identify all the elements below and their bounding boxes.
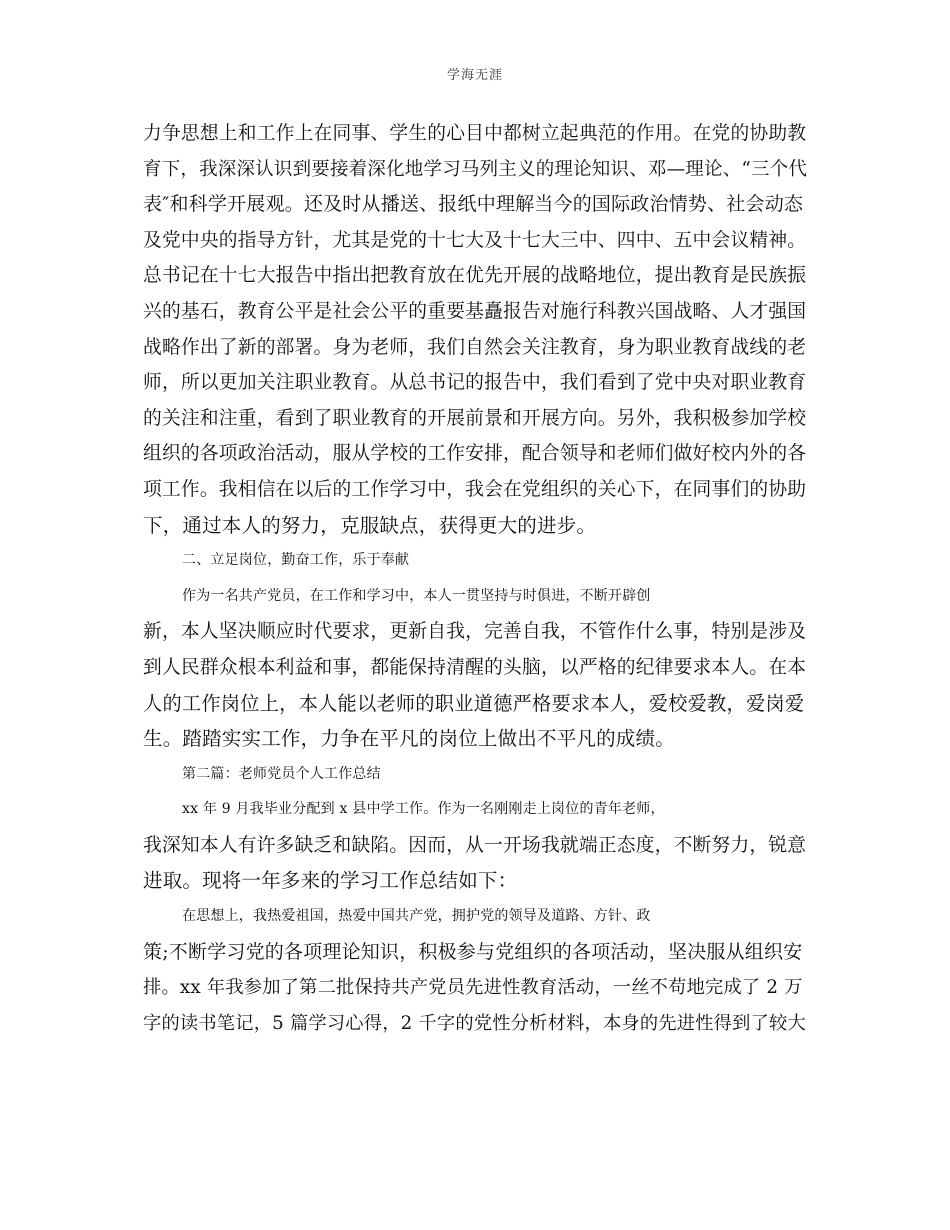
text-line: 人的工作岗位上，本人能以老师的职业道德严格要求本人，爱校爱教，爱岗爱 xyxy=(143,691,805,715)
text-line: 到人民群众根本利益和事，都能保持清醒的头脑，以严格的纪律要求本人。在本 xyxy=(143,656,807,678)
text-line: 策;不断学习党的各项理论知识，积极参与党组织的各项活动，坚决服从组织安 xyxy=(143,940,803,963)
text-line: 二、立足岗位，勤奋工作，乐于奉献 xyxy=(182,552,410,569)
text-line: 的关注和注重，看到了职业教育的开展前景和开展方向。另外，我积极参加学校 xyxy=(143,407,807,429)
text-line: 育下，我深深认识到要接着深化地学习马列主义的理论知识、邓—理论、“三个代 xyxy=(143,158,808,180)
text-line: 进取。现将一年多来的学习工作总结如下： xyxy=(143,869,518,893)
document-body xyxy=(143,116,807,1041)
text-line: 力争思想上和工作上在同事、学生的心目中都树立起典范的作用。在党的协助教 xyxy=(143,123,807,144)
text-line: 组织的各项政治活动，服从学校的工作安排，配合领导和老师们做好校内外的各 xyxy=(143,443,807,465)
text-line: 战略作出了新的部署。身为老师，我们自然会关注教育，身为职业教育战线的老 xyxy=(143,336,807,358)
text-line: 字的读书笔记，5 篇学习心得，2 千字的党性分析材料，本身的先进性得到了较大 xyxy=(143,1012,806,1034)
text-line: 下，通过本人的努力，克服缺点，获得更大的进步。 xyxy=(143,513,597,537)
text-line: 作为一名共产党员，在工作和学习中，本人一贯坚持与时俱进，不断开辟创 xyxy=(182,587,651,604)
text-line: 及党中央的指导方针，尤其是党的十七大及十七大三中、四中、五中会议精神。 xyxy=(143,229,807,251)
text-line: 项工作。我相信在以后的工作学习中，我会在党组织的关心下，在同事们的协助 xyxy=(143,478,807,500)
text-line: 新，本人坚决顺应时代要求，更新自我，完善自我，不管作什么事，特别是涉及 xyxy=(143,621,807,643)
text-line: 总书记在十七大报告中指出把教育放在优先开展的战略地位，提出教育是民族振 xyxy=(143,265,807,287)
text-line: 第二篇：老师党员个人工作总结 xyxy=(182,765,381,782)
text-line: 排。xx 年我参加了第二批保持共产党员先进性教育活动，一丝不苟地完成了 2 万 xyxy=(143,977,803,999)
text-line: 生。踏踏实实工作，力争在平凡的岗位上做出不平凡的成绩。 xyxy=(143,727,675,751)
text-line: 表″和科学开展观。还及时从播送、报纸中理解当今的国际政治情势、社会动态 xyxy=(143,193,804,216)
text-line: xx 年 9 月我毕业分配到 x 县中学工作。作为一名刚刚走上岗位的青年老师， xyxy=(182,801,665,818)
text-line: 师，所以更加关注职业教育。从总书记的报告中，我们看到了党中央对职业教育 xyxy=(143,372,807,394)
text-line: 我深知本人有许多缺乏和缺陷。因而，从一开场我就端正态度，不断努力，锐意 xyxy=(143,834,807,856)
text-line: 在思想上，我热爱祖国，热爱中国共产党，拥护党的领导及道路、方针、政 xyxy=(182,908,651,925)
text-line: 兴的基石，教育公平是社会公平的重要基矗报告对施行科教兴国战略、人才强国 xyxy=(143,300,807,322)
page-header: 学海无涯 xyxy=(446,68,503,83)
